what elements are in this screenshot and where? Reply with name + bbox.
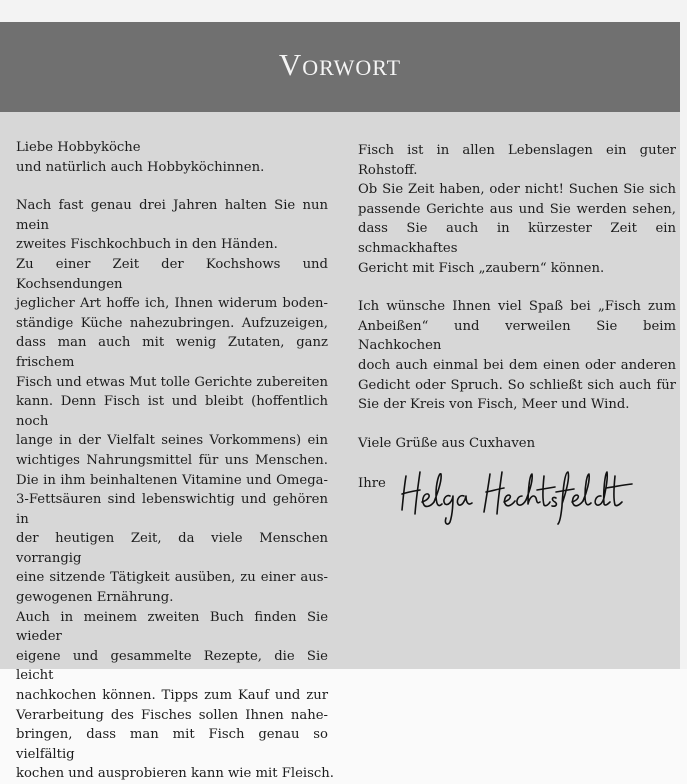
- text-line: Anbeißen“ und verweilen Sie beim Nachkochen: [358, 318, 676, 354]
- text-line: und natürlich auch Hobbyköchinnen.: [16, 159, 265, 175]
- text-line: Ich wünsche Ihnen viel Spaß bei „Fisch zum: [358, 299, 676, 315]
- text-line: der heutigen Zeit, da viele Menschen vorrangig: [16, 531, 328, 566]
- text-line: lange in der Vielfalt seines Vorkommens) ein: [16, 433, 328, 449]
- text-line: wichtiges Nahrungsmittel für uns Menschen.: [16, 452, 328, 468]
- text-line: Zu einer Zeit der Kochshows und Kochsendungen: [16, 256, 328, 292]
- text-line: eine sitzende Tätigkeit ausüben, zu einer aus-: [16, 570, 328, 586]
- text-line: gewogenen Ernährung.: [16, 590, 174, 606]
- text-line: bringen, dass man mit Fisch genau so vielfältig: [16, 727, 328, 762]
- text-line: Sie der Kreis von Fisch, Meer und Wind.: [358, 397, 630, 413]
- right-paragraphs: [358, 141, 676, 472]
- text-line: 3-Fettsäuren sind lebenswichtig und gehören in: [16, 492, 328, 527]
- text-line: Fisch und etwas Mut tolle Gerichte zubereiten: [16, 374, 328, 390]
- text-line: kochen und ausprobieren kann wie mit Fleisch.: [16, 766, 334, 782]
- text-line: dass man auch mit wenig Zutaten, ganz frischem: [16, 335, 328, 370]
- text-line: kann. Denn Fisch ist und bleibt (hoffentlich noch: [16, 394, 328, 429]
- text-line: Viele Grüße aus Cuxhaven: [358, 435, 536, 451]
- page-top-margin: [0, 0, 687, 22]
- text-line: Liebe Hobbyköche: [16, 140, 141, 155]
- text-line: [358, 278, 676, 297]
- text-line: nachkochen können. Tipps zum Kauf und zur: [16, 688, 328, 704]
- text-line: dass Sie auch in kürzester Zeit ein schmackhaftes: [358, 221, 676, 256]
- text-line: zweites Fischkochbuch in den Händen.: [16, 237, 278, 253]
- left-text-column: [16, 138, 334, 784]
- text-line: Gericht mit Fisch „zaubern“ können.: [358, 260, 605, 276]
- title-banner: [0, 22, 680, 112]
- text-line: ständige Küche nahezubringen. Aufzuzeigen,: [16, 315, 328, 331]
- closing-row: [358, 472, 676, 532]
- text-line: [16, 177, 328, 196]
- text-line: Auch in meinem zweiten Buch finden Sie wieder: [16, 609, 328, 645]
- text-line: jeglicher Art hoffe ich, Ihnen widerum boden-: [16, 296, 328, 312]
- text-line: passende Gerichte aus und Sie werden sehen,: [358, 201, 676, 217]
- closing-word: Ihre: [358, 476, 386, 492]
- text-line: Die in ihm beinhaltenen Vitamine und Omega-: [16, 472, 328, 488]
- right-text-column: [358, 141, 676, 532]
- text-line: Verarbeitung des Fisches sollen Ihnen nahe-: [16, 707, 328, 723]
- page-title: Vorwort: [278, 47, 402, 82]
- text-line: Fisch ist in allen Lebenslagen ein guter Rohstoff.: [358, 143, 676, 178]
- handwritten-signature: [398, 458, 638, 528]
- page-right-margin: [680, 0, 687, 669]
- text-line: Ob Sie Zeit haben, oder nicht! Suchen Sie sich: [358, 182, 676, 198]
- text-line: [358, 415, 676, 434]
- text-line: Gedicht oder Spruch. So schließt sich auch für: [358, 377, 676, 393]
- text-line: Nach fast genau drei Jahren halten Sie nun mein: [16, 198, 328, 233]
- text-line: eigene und gesammelte Rezepte, die Sie leicht: [16, 648, 328, 684]
- text-line: doch auch einmal bei dem einen oder anderen: [358, 357, 676, 373]
